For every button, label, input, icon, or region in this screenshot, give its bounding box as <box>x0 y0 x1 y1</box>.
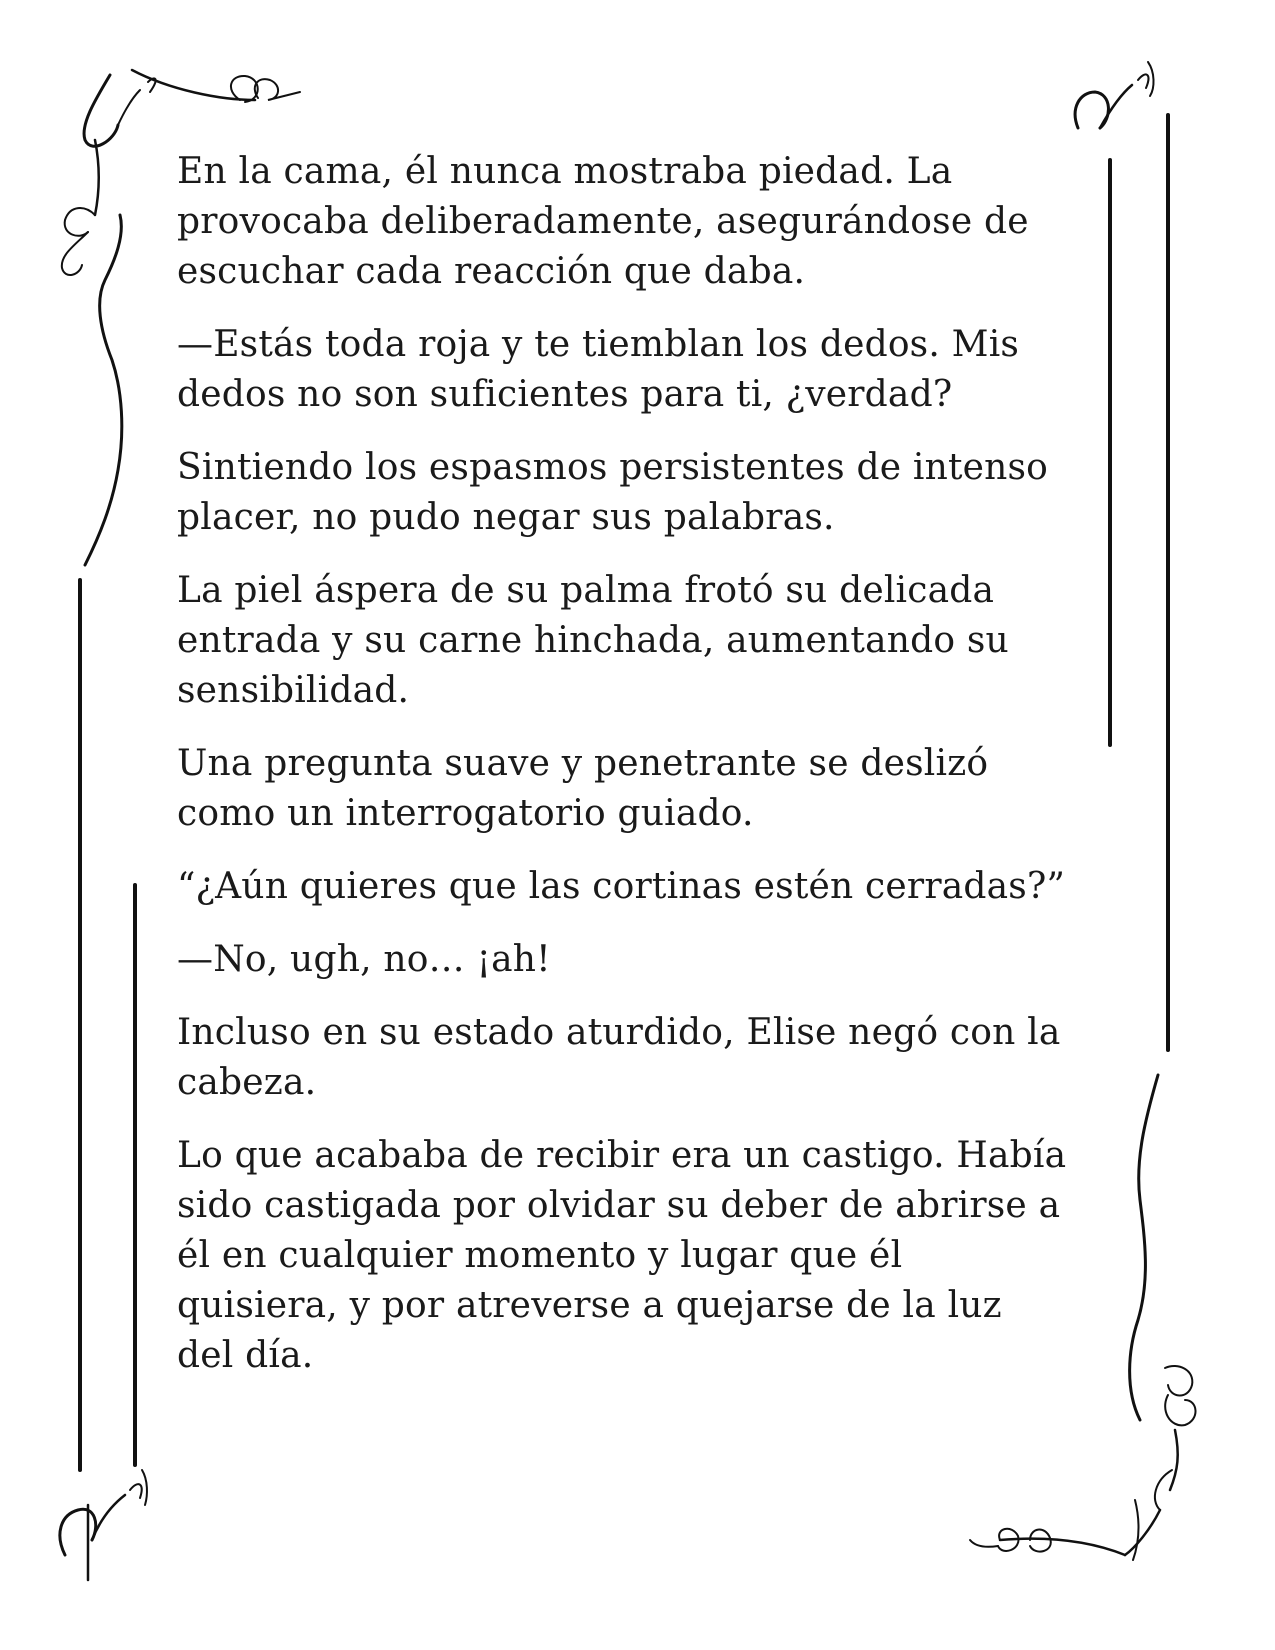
paragraph-3: Sintiendo los espasmos persistentes de intenso placer, no pudo negar sus palabras. <box>177 447 1049 538</box>
paragraph-5: Una pregunta suave y penetrante se deslizó como un interrogatorio guiado. <box>177 743 989 834</box>
paragraph-2: —Estás toda roja y te tiemblan los dedos. Mis dedos no son suficientes para ti, ¿verdad? <box>177 324 1020 415</box>
flourish-top-right <box>1075 62 1153 128</box>
flourish-bottom-left <box>60 1470 147 1580</box>
paragraph-4: La piel áspera de su palma frotó su delicada entrada y su carne hinchada, aumentando su sensibilidad. <box>177 570 1009 711</box>
paragraph-1: En la cama, él nunca mostraba piedad. La provocaba deliberadamente, asegurándose de escuchar cada reacción que daba. <box>177 151 1029 292</box>
body-text <box>177 147 1107 1404</box>
paragraph-6: “¿Aún quieres que las cortinas estén cerradas?” <box>177 866 1066 907</box>
paragraph-7: —No, ugh, no… ¡ah! <box>177 939 551 980</box>
paragraph-8: Incluso en su estado aturdido, Elise negó con la cabeza. <box>177 1012 1061 1103</box>
paragraph-9: Lo que acababa de recibir era un castigo. Había sido castigada por olvidar su deber de abrirse a él en cualquier momento y lugar que él quisiera, y por atreverse a quejarse de la luz del día. <box>177 1135 1067 1376</box>
